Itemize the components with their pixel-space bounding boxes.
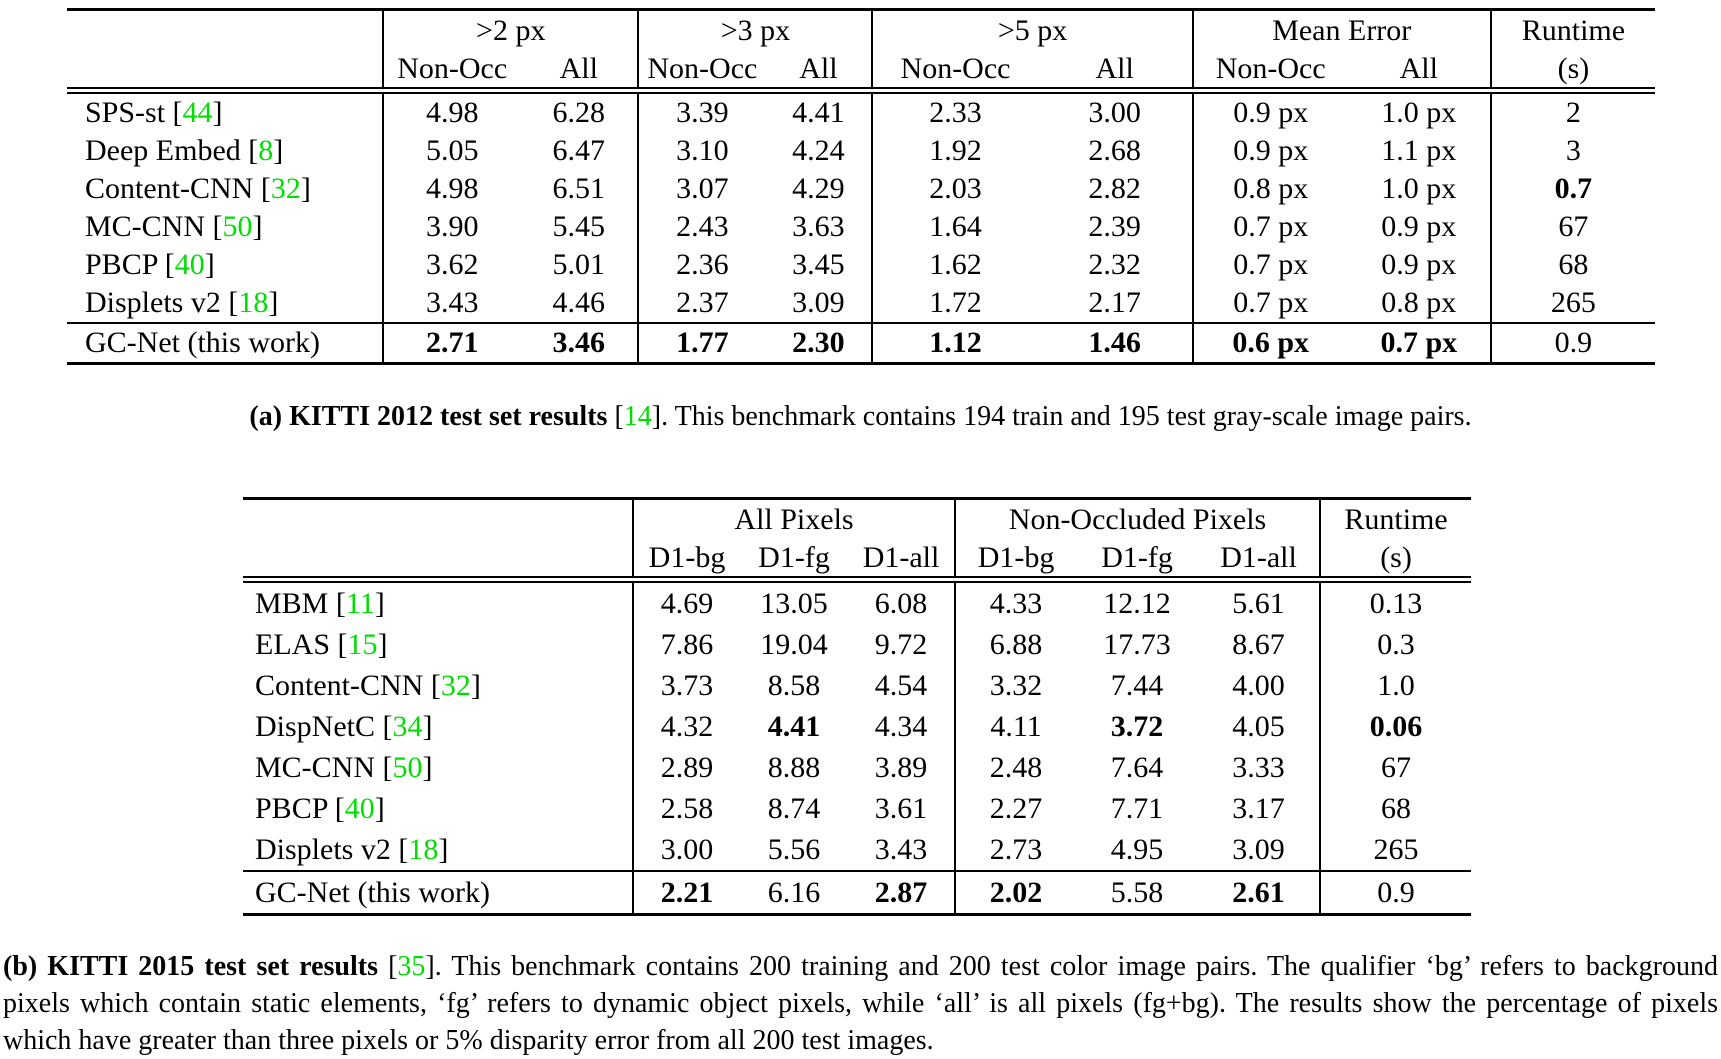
- method-name-cell: [243, 871, 633, 915]
- table1-body: [67, 91, 1655, 364]
- value-cell: 2.33: [929, 96, 982, 129]
- subheader-all: All: [1348, 51, 1491, 91]
- value-cell: 4.32: [660, 709, 714, 743]
- value-cell: 5.01: [520, 246, 638, 284]
- value-cell: 6.16: [740, 871, 848, 915]
- value-cell: 1.1 px: [1348, 132, 1491, 170]
- method-name-cell: [67, 246, 383, 284]
- table-row: [243, 788, 1471, 829]
- value-cell: 6.51: [520, 170, 638, 208]
- value-cell: 2.03: [929, 172, 982, 205]
- value-cell: 3.09: [765, 284, 872, 323]
- value-cell: 4.24: [765, 132, 872, 170]
- kitti-2012-results-table: [67, 8, 1655, 365]
- value-cell: 1.72: [929, 286, 982, 319]
- value-cell: 1.0: [1377, 668, 1415, 702]
- value-cell: 4.69: [660, 586, 714, 620]
- citation-link[interactable]: 14: [623, 401, 652, 432]
- text-segment: Content-CNN [: [255, 668, 441, 702]
- text-segment: GC-Net (this work): [255, 875, 490, 909]
- citation-link[interactable]: 32: [440, 668, 471, 702]
- value-cell: 4.29: [765, 170, 872, 208]
- value-cell: 4.41: [767, 709, 821, 743]
- value-cell: 6.47: [520, 132, 638, 170]
- value-cell: 2.58: [660, 791, 714, 825]
- value-cell: 0.9 px: [1348, 208, 1491, 246]
- value-cell: 2.02: [955, 871, 1076, 915]
- value-cell: 4.46: [520, 284, 638, 323]
- value-cell: 0.7 px: [1348, 323, 1491, 364]
- value-cell: 5.56: [767, 832, 821, 866]
- value-cell: 3.17: [1198, 788, 1320, 829]
- value-cell: 2.30: [765, 323, 872, 364]
- table1-subheader-row: [67, 51, 1655, 91]
- value-cell: 3.89: [848, 747, 955, 788]
- subheader-non-occ: Non-Occ: [638, 51, 765, 91]
- text-segment: PBCP [: [85, 248, 175, 281]
- value-cell: 3.09: [1198, 829, 1320, 871]
- text-segment: Deep Embed [: [85, 134, 259, 167]
- value-cell: 0.8 px: [1348, 284, 1491, 323]
- value-cell: 2.61: [1198, 871, 1320, 915]
- value-cell: 5.45: [520, 208, 638, 246]
- table1-stub-subheader: [67, 51, 383, 91]
- value-cell: 2.37: [676, 286, 729, 319]
- method-name-cell: [243, 706, 633, 747]
- caption-kitti-2015: [3, 948, 1718, 1059]
- text-segment: ]: [470, 668, 481, 702]
- table-row: [243, 624, 1471, 665]
- value-cell: 3.39: [676, 96, 729, 129]
- text-segment: [: [378, 951, 398, 982]
- citation-link[interactable]: 11: [345, 586, 375, 620]
- value-cell: 1.92: [929, 134, 982, 167]
- value-cell: 68: [1558, 248, 1589, 281]
- text-segment: ]: [273, 134, 284, 167]
- value-cell: 265: [1373, 832, 1419, 866]
- table1-stub-header: [67, 10, 383, 52]
- col-group-gt2px: >2 px: [383, 10, 638, 52]
- value-cell: 6.88: [989, 627, 1043, 661]
- value-cell: 6.28: [520, 91, 638, 133]
- value-cell: 2.87: [848, 871, 955, 915]
- table-row: [67, 208, 1655, 246]
- table-row: [243, 706, 1471, 747]
- method-name-cell: [67, 284, 383, 323]
- method-name-cell: [67, 208, 383, 246]
- subheader-non-occ: Non-Occ: [1193, 51, 1348, 91]
- citation-link[interactable]: 34: [392, 709, 423, 743]
- value-cell: 2.21: [633, 871, 740, 915]
- value-cell: 3.63: [765, 208, 872, 246]
- subheader-d1-fg: D1-fg: [740, 540, 848, 580]
- value-cell: 0.9 px: [1233, 134, 1309, 167]
- value-cell: 3: [1565, 134, 1581, 167]
- value-cell: 67: [1558, 210, 1589, 243]
- text-segment: ELAS [: [255, 627, 348, 661]
- table-row: [243, 747, 1471, 788]
- value-cell: 2.73: [989, 832, 1043, 866]
- value-cell: 2.32: [1038, 246, 1193, 284]
- col-group-gt3px: >3 px: [638, 10, 872, 52]
- text-segment: ].: [651, 401, 675, 432]
- method-name-cell: [243, 665, 633, 706]
- value-cell: 8.58: [767, 668, 821, 702]
- citation-link[interactable]: 18: [408, 832, 439, 866]
- value-cell: 0.06: [1369, 709, 1423, 743]
- col-group-all-pixels: All Pixels: [633, 499, 955, 541]
- text-segment: This benchmark contains 200 training and 200 test color image pairs. The qualifier ‘bg’ refers to background pixels which contain static elements, ‘fg’ refers to dynamic object pixels, while ‘all’ is all pixels (fg+bg). The results show the percentage of pixels which have greater than three pixels or 5% disparity error from all 200 test images.: [3, 951, 1718, 1056]
- text-segment: (b) KITTI 2015 test set results: [3, 951, 378, 982]
- text-segment: MBM [: [255, 586, 346, 620]
- value-cell: 0.13: [1369, 586, 1423, 620]
- text-segment: DispNetC [: [255, 709, 393, 743]
- value-cell: 67: [1381, 750, 1412, 784]
- table-row-gc-net: [243, 871, 1471, 915]
- text-segment: SPS-st [: [85, 96, 183, 129]
- value-cell: 2.39: [1038, 208, 1193, 246]
- value-cell: 2.17: [1038, 284, 1193, 323]
- value-cell: 2: [1565, 96, 1581, 129]
- value-cell: 3.45: [765, 246, 872, 284]
- subheader-d1-all: D1-all: [848, 540, 955, 580]
- value-cell: 0.9 px: [1233, 96, 1309, 129]
- text-segment: ]: [300, 172, 311, 205]
- text-segment: ]: [212, 96, 223, 129]
- value-cell: 19.04: [760, 627, 828, 661]
- text-segment: ]: [377, 627, 388, 661]
- citation-link[interactable]: 50: [392, 750, 423, 784]
- table-row-gc-net: [67, 323, 1655, 364]
- value-cell: 0.8 px: [1233, 172, 1309, 205]
- value-cell: 1.0 px: [1348, 91, 1491, 133]
- value-cell: 2.68: [1038, 132, 1193, 170]
- value-cell: 0.9: [1320, 871, 1471, 915]
- value-cell: 3.61: [848, 788, 955, 829]
- text-segment: Displets v2 [: [85, 286, 239, 319]
- value-cell: 3.33: [1198, 747, 1320, 788]
- col-group-non-occluded-pixels: Non-Occluded Pixels: [955, 499, 1320, 541]
- col-group-runtime: Runtime: [1344, 503, 1448, 536]
- value-cell: 1.77: [638, 323, 765, 364]
- col-group-runtime: Runtime: [1521, 14, 1626, 47]
- method-name-cell: [67, 323, 383, 364]
- value-cell: 3.62: [425, 248, 479, 281]
- text-segment: ].: [425, 951, 452, 982]
- text-segment: ]: [204, 248, 215, 281]
- value-cell: 4.11: [990, 709, 1042, 743]
- value-cell: 0.7 px: [1233, 248, 1309, 281]
- text-segment: Content-CNN [: [85, 172, 271, 205]
- method-name-cell: [243, 580, 633, 625]
- col-group-mean-error: Mean Error: [1193, 10, 1491, 52]
- kitti-2015-results-table: [243, 497, 1471, 916]
- value-cell: 3.90: [425, 210, 479, 243]
- value-cell: 2.36: [676, 248, 729, 281]
- value-cell: 3.10: [676, 134, 729, 167]
- citation-link[interactable]: 40: [174, 248, 205, 281]
- value-cell: 1.0 px: [1348, 170, 1491, 208]
- subheader-d1-all: D1-all: [1198, 540, 1320, 580]
- subheader-d1-fg: D1-fg: [1076, 540, 1198, 580]
- citation-link[interactable]: 32: [270, 172, 301, 205]
- value-cell: 68: [1381, 791, 1412, 825]
- value-cell: 12.12: [1103, 586, 1171, 620]
- table2-subheader-row: [243, 540, 1471, 580]
- value-cell: 0.3: [1377, 627, 1415, 661]
- value-cell: 6.08: [848, 580, 955, 625]
- subheader-d1-bg: D1-bg: [633, 540, 740, 580]
- value-cell: 0.7 px: [1233, 286, 1309, 319]
- text-segment: Displets v2 [: [255, 832, 409, 866]
- table2-group-header-row: [243, 499, 1471, 541]
- value-cell: 0.7 px: [1233, 210, 1309, 243]
- method-name-cell: [243, 747, 633, 788]
- table2-body: [243, 580, 1471, 915]
- value-cell: 5.58: [1076, 871, 1198, 915]
- value-cell: 3.72: [1110, 709, 1164, 743]
- value-cell: 7.86: [660, 627, 714, 661]
- value-cell: 9.72: [848, 624, 955, 665]
- subheader-non-occ: Non-Occ: [872, 51, 1037, 91]
- citation-link[interactable]: 15: [347, 627, 378, 661]
- table-row: [67, 284, 1655, 323]
- table-row: [67, 91, 1655, 133]
- caption-kitti-2012: [0, 399, 1721, 435]
- table-row: [243, 829, 1471, 871]
- value-cell: 0.9: [1491, 323, 1655, 364]
- value-cell: 3.73: [660, 668, 714, 702]
- value-cell: 4.33: [989, 586, 1043, 620]
- value-cell: 2.89: [660, 750, 714, 784]
- method-name-cell: [67, 170, 383, 208]
- citation-link[interactable]: 35: [397, 951, 426, 982]
- value-cell: 17.73: [1103, 627, 1171, 661]
- table-row: [67, 132, 1655, 170]
- value-cell: 4.98: [425, 96, 479, 129]
- method-name-cell: [67, 91, 383, 133]
- value-cell: 2.48: [989, 750, 1043, 784]
- text-segment: (a) KITTI 2012 test set results: [249, 401, 608, 432]
- value-cell: 4.05: [1198, 706, 1320, 747]
- text-segment: This benchmark contains 194 train and 195 test gray-scale image pairs.: [674, 401, 1472, 432]
- value-cell: 2.82: [1038, 170, 1193, 208]
- col-group-gt5px: >5 px: [872, 10, 1192, 52]
- value-cell: 1.62: [929, 248, 982, 281]
- text-segment: MC-CNN [: [85, 210, 223, 243]
- subheader-non-occ: Non-Occ: [383, 51, 520, 91]
- text-segment: ]: [438, 832, 449, 866]
- value-cell: 2.43: [676, 210, 729, 243]
- table-row: [243, 665, 1471, 706]
- value-cell: 265: [1550, 286, 1596, 319]
- value-cell: 2.27: [989, 791, 1043, 825]
- value-cell: 7.64: [1110, 750, 1164, 784]
- value-cell: 3.43: [848, 829, 955, 871]
- text-segment: PBCP [: [255, 791, 345, 825]
- subheader-seconds: (s): [1320, 540, 1471, 580]
- value-cell: 8.88: [767, 750, 821, 784]
- value-cell: 7.71: [1110, 791, 1164, 825]
- value-cell: 1.64: [929, 210, 982, 243]
- value-cell: 3.32: [989, 668, 1043, 702]
- citation-link[interactable]: 50: [222, 210, 253, 243]
- subheader-all: All: [1038, 51, 1193, 91]
- table-row: [243, 580, 1471, 625]
- value-cell: 5.05: [425, 134, 479, 167]
- value-cell: 4.41: [765, 91, 872, 133]
- text-segment: ]: [252, 210, 263, 243]
- table2-stub-header: [243, 499, 633, 541]
- value-cell: 3.00: [660, 832, 714, 866]
- value-cell: 13.05: [760, 586, 828, 620]
- value-cell: 8.67: [1198, 624, 1320, 665]
- text-segment: [: [607, 401, 624, 432]
- method-name-cell: [67, 132, 383, 170]
- method-name-cell: [243, 624, 633, 665]
- value-cell: 1.12: [872, 323, 1037, 364]
- citation-link[interactable]: 8: [258, 134, 274, 167]
- value-cell: 3.43: [425, 286, 479, 319]
- table-row: [67, 170, 1655, 208]
- value-cell: 0.7: [1554, 172, 1593, 205]
- value-cell: 4.34: [848, 706, 955, 747]
- text-segment: ]: [268, 286, 279, 319]
- subheader-all: All: [520, 51, 638, 91]
- subheader-all: All: [765, 51, 872, 91]
- table1-group-header-row: [67, 10, 1655, 52]
- value-cell: 4.00: [1198, 665, 1320, 706]
- text-segment: ]: [374, 791, 385, 825]
- value-cell: 3.46: [520, 323, 638, 364]
- value-cell: 3.00: [1038, 91, 1193, 133]
- value-cell: 5.61: [1198, 580, 1320, 625]
- value-cell: 7.44: [1110, 668, 1164, 702]
- text-segment: ]: [422, 709, 433, 743]
- value-cell: 4.98: [425, 172, 479, 205]
- text-segment: MC-CNN [: [255, 750, 393, 784]
- value-cell: 4.95: [1110, 832, 1164, 866]
- value-cell: 8.74: [767, 791, 821, 825]
- text-segment: ]: [374, 586, 385, 620]
- value-cell: 0.6 px: [1193, 323, 1348, 364]
- citation-link[interactable]: 18: [238, 286, 269, 319]
- value-cell: 2.71: [383, 323, 520, 364]
- subheader-seconds: (s): [1491, 51, 1655, 91]
- citation-link[interactable]: 44: [182, 96, 213, 129]
- subheader-d1-bg: D1-bg: [955, 540, 1076, 580]
- method-name-cell: [243, 829, 633, 871]
- text-segment: GC-Net (this work): [85, 326, 320, 359]
- value-cell: 0.9 px: [1348, 246, 1491, 284]
- value-cell: 4.54: [848, 665, 955, 706]
- citation-link[interactable]: 40: [344, 791, 375, 825]
- value-cell: 3.07: [676, 172, 729, 205]
- table-row: [67, 246, 1655, 284]
- value-cell: 1.46: [1038, 323, 1193, 364]
- method-name-cell: [243, 788, 633, 829]
- table2-stub-subheader: [243, 540, 633, 580]
- text-segment: ]: [422, 750, 433, 784]
